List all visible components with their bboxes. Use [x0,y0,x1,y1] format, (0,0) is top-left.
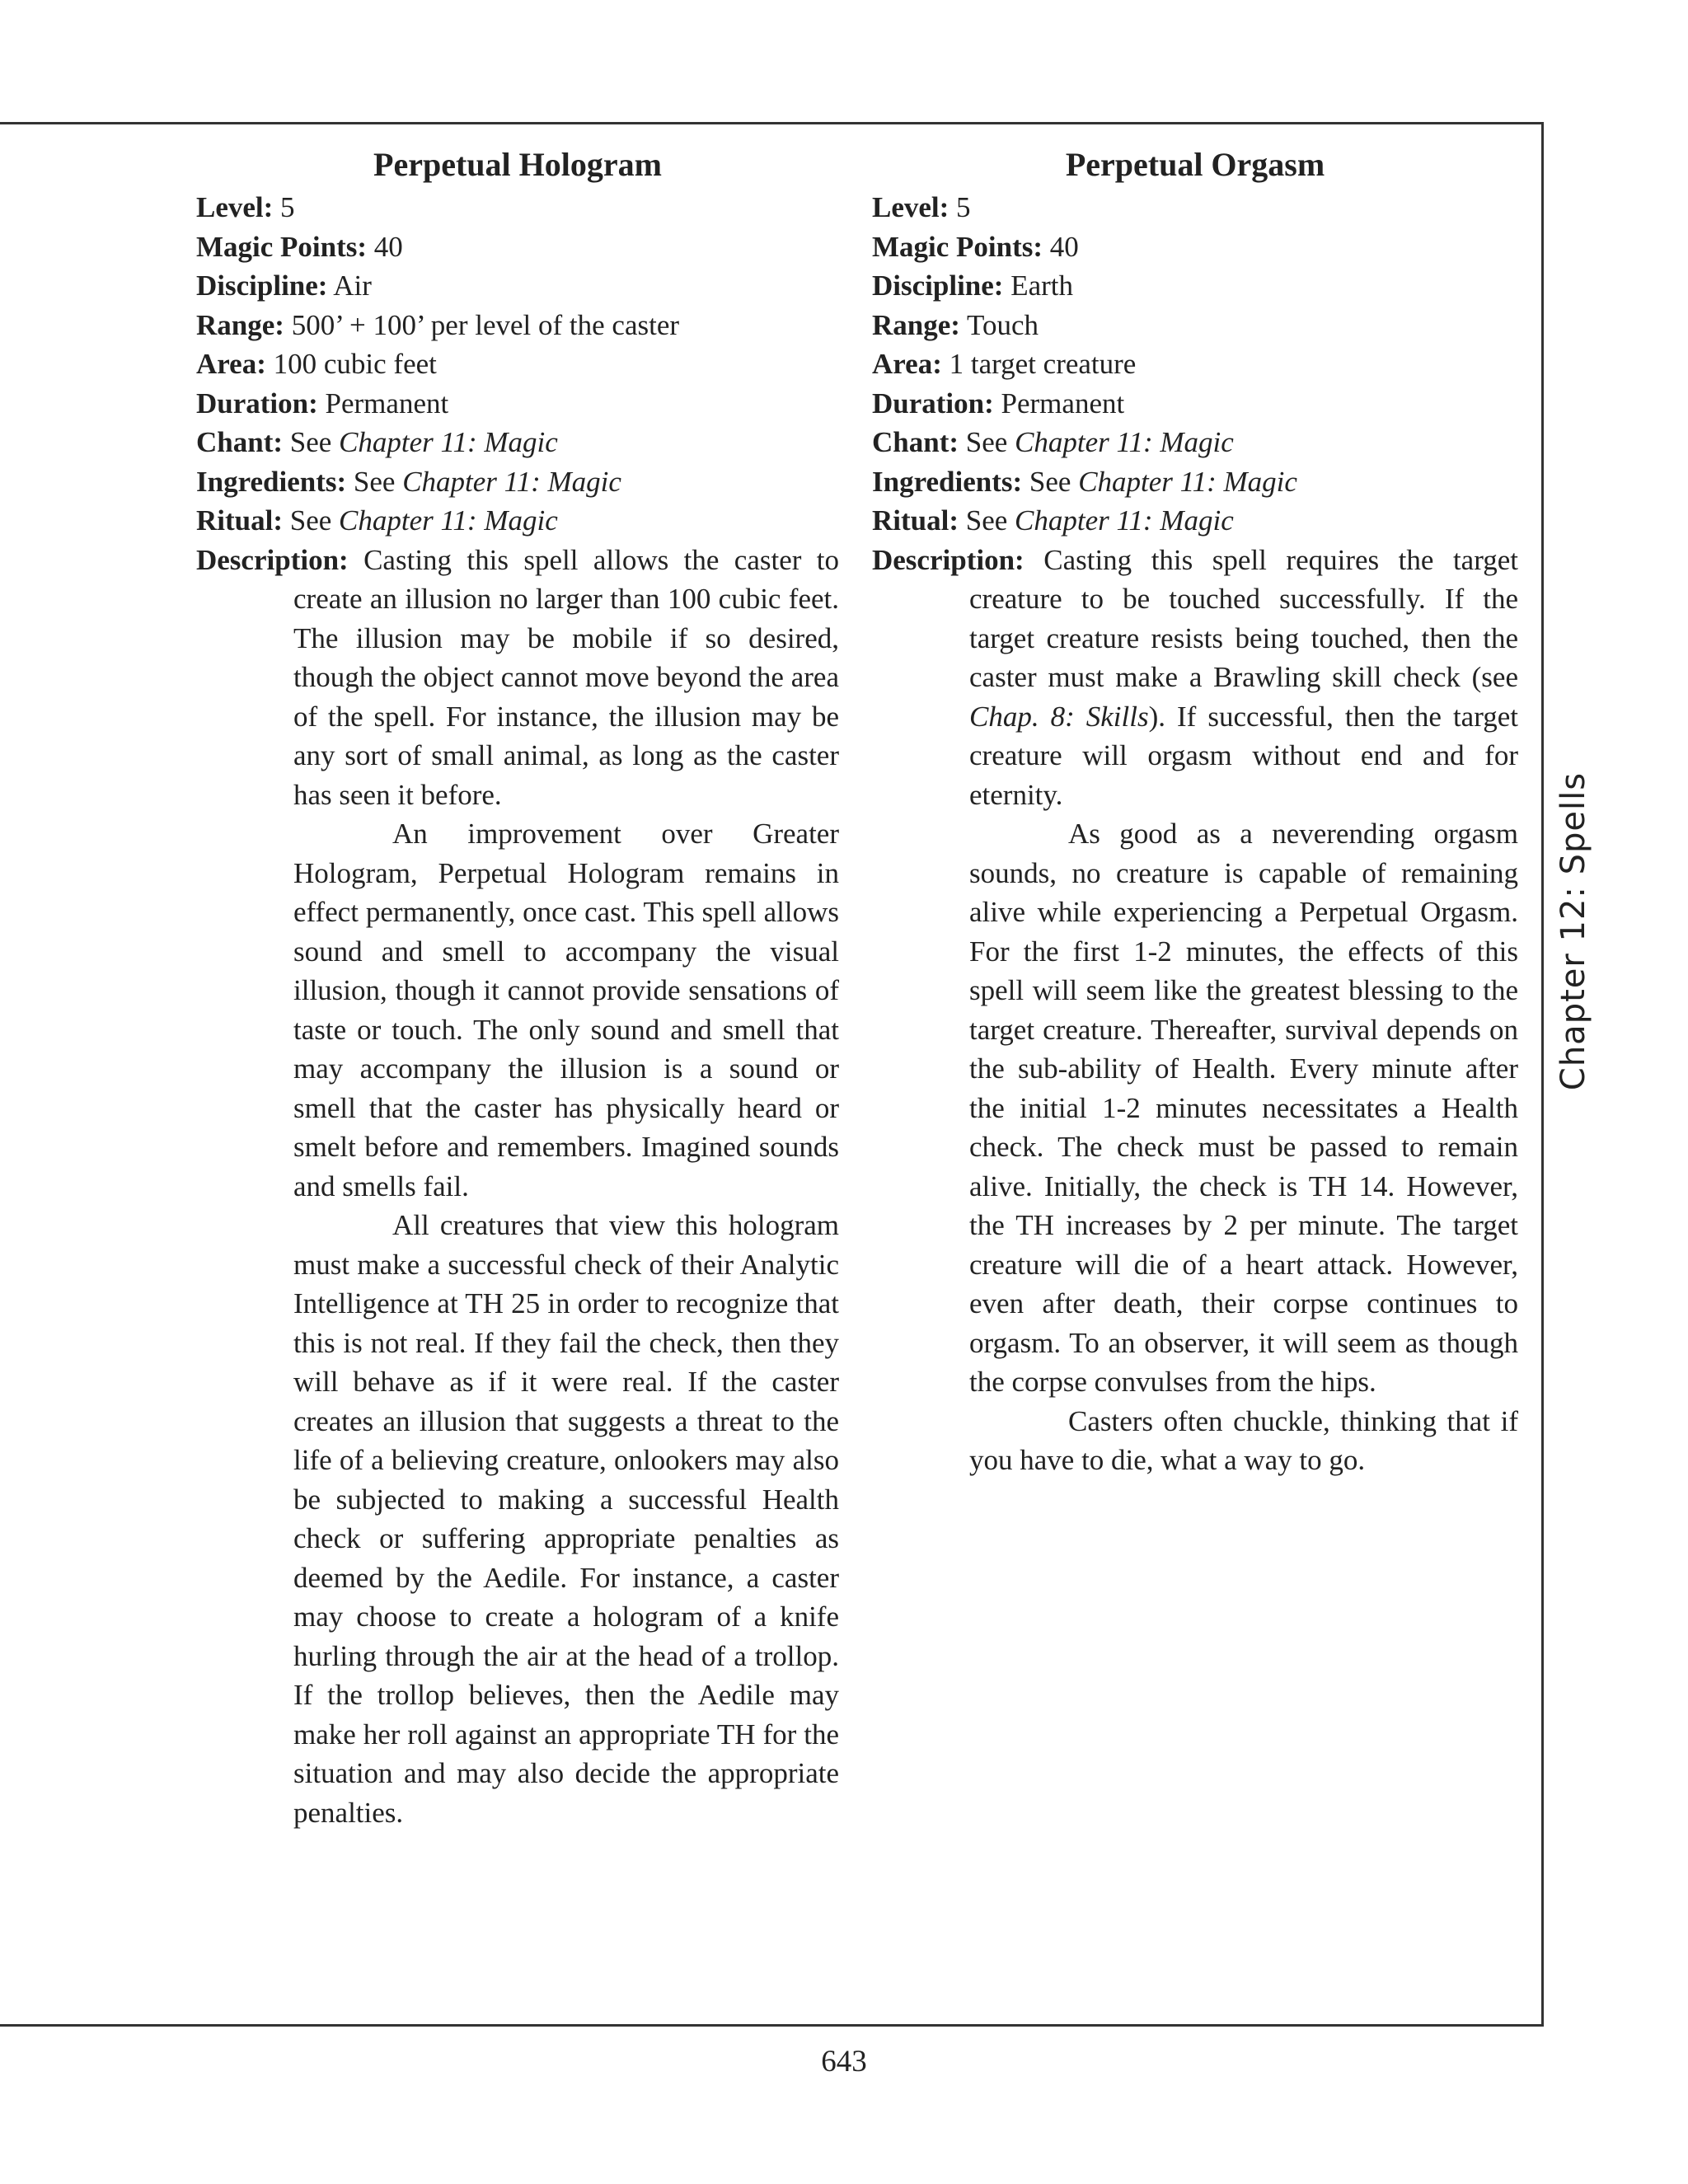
stat-value: Permanent [993,387,1125,419]
description-label: Description: [196,543,349,576]
description-paragraph: Casters often chuckle, thinking that if you have to die, what a way to go. [969,1404,1518,1476]
stat-label: Area: [872,348,942,380]
stat-discipline [196,266,839,306]
description-text: ). If successful, then the target creature will orgasm without end and for eternity. [969,700,1518,811]
description-text: Casting this spell allows the caster to create an illusion no larger than 100 cubic feet. The illusion may be mobile if so desired, though the object cannot move beyond the area of the spell. For instance, the illusion may be any sort of small animal, as long as the caster has seen it before. [293,543,839,811]
stat-value: Air [327,269,372,302]
chapter-reference: Chap. 8: Skills [969,700,1149,733]
chapter-reference: Chapter 11: Magic [339,504,558,537]
stat-magic-points [872,227,1518,267]
description-paragraph: As good as a neverending orgasm sounds, no creature is capable of remaining alive while experiencing a Perpetual Orgasm. For the first 1-2 minutes, the effects of this spell will seem like the greatest blessing to the target creature. Thereafter, survival depends on the sub-ability of Health. Every minute after the initial 1-2 minutes necessitates a Health check. The check must be passed to remain alive. Initially, the check is TH 14. However, the TH increases by 2 per minute. The target creature will die of a heart attack. However, even after death, their corpse continues to orgasm. To an observer, it will seem as though the corpse convulses from the hips. [969,818,1518,1398]
stat-magic-points [196,227,839,267]
spell-entry-perpetual-hologram [196,142,839,1832]
chapter-side-label: Chapter 12: Spells [1554,771,1592,1091]
spell-entry-perpetual-orgasm [872,142,1518,1480]
chapter-reference: Chapter 11: Magic [339,426,558,458]
stat-level [196,188,839,227]
stat-level [872,188,1518,227]
chapter-reference: Chapter 11: Magic [1078,465,1297,498]
stat-value: 40 [1043,230,1079,263]
page-number: 643 [821,2045,867,2079]
stat-label: Magic Points: [872,230,1043,263]
stat-range [872,306,1518,345]
page-frame-right [1541,122,1544,2026]
stat-value: 5 [949,191,971,223]
stat-see: See [1022,465,1079,498]
stat-label: Magic Points: [196,230,368,263]
stat-value: 1 target creature [941,348,1137,380]
stat-area [196,344,839,384]
stat-see: See [283,504,340,537]
description-paragraph: All creatures that view this hologram must make a successful check of their Analytic Intelligence at TH 25 in order to recognize that this is not real. If they fail the check, then they will behave as if it were real. If the caster creates an illusion that suggests a threat to the life of a believing creature, onlookers may also be subjected to making a successful Health check or suffering appropriate penalties as deemed by the Aedile. For instance, a caster may choose to create a hologram of a knife hurling through the air at the head of a trollop. If the trollop believes, then the Aedile may make her roll against an appropriate TH for the situation and may also decide the appropriate penalties. [293,1209,839,1829]
stat-value: Touch [959,308,1039,341]
stat-duration [196,384,839,424]
spell-title: Perpetual Hologram [373,146,662,183]
stat-see: See [959,426,1015,458]
stat-label: Chant: [196,426,284,458]
stat-discipline [872,266,1518,306]
description-paragraph [872,541,1518,815]
stat-label: Level: [872,191,950,223]
stat-label: Range: [196,308,284,341]
stat-ritual [872,501,1518,541]
stat-label: Ingredients: [872,465,1023,498]
stat-chant [196,423,839,462]
stat-value: Earth [1003,269,1073,302]
stat-label: Level: [196,191,274,223]
stat-see: See [283,426,340,458]
spell-title: Perpetual Orgasm [1065,146,1325,183]
description-paragraph: An improvement over Greater Hologram, Perpetual Hologram remains in effect permanently, once cast. This spell allows sound and smell to accompany the visual illusion, though it cannot provide sensations of taste or touch. The only sound and smell that may accompany the illusion is a sound or smell that the caster has physically heard or smelt before and remembers. Imagined sounds and smells fail. [293,818,839,1202]
stat-label: Ritual: [872,504,959,537]
stat-value: 5 [273,191,295,223]
stat-value: Permanent [317,387,449,419]
stat-label: Area: [196,348,266,380]
stat-label: Ingredients: [196,465,347,498]
stat-range [196,306,839,345]
stat-label: Chant: [872,426,959,458]
stat-label: Range: [872,308,960,341]
stat-value: 500’ + 100’ per level of the caster [284,308,680,341]
stat-ingredients [196,462,839,502]
stat-label: Discipline: [196,269,328,302]
stat-label: Duration: [196,387,318,419]
stat-duration [872,384,1518,424]
description-paragraph [196,541,839,815]
chapter-reference: Chapter 11: Magic [1015,504,1234,537]
stat-value: 40 [367,230,403,263]
stat-label: Ritual: [196,504,283,537]
stat-value: 100 cubic feet [265,348,437,380]
stat-ingredients [872,462,1518,502]
stat-chant [872,423,1518,462]
description-label: Description: [872,543,1025,576]
chapter-reference: Chapter 11: Magic [402,465,621,498]
chapter-reference: Chapter 11: Magic [1015,426,1234,458]
stat-label: Duration: [872,387,994,419]
stat-label: Discipline: [872,269,1004,302]
stat-see: See [346,465,403,498]
page-frame-top [0,122,1544,124]
stat-ritual [196,501,839,541]
description-text: Casting this spell requires the target creature to be touched successfully. If the target creature resists being touched, then the caster must make a Brawling skill check (see [969,543,1518,693]
page-frame-bottom [0,2024,1544,2027]
stat-area [872,344,1518,384]
stat-see: See [959,504,1015,537]
